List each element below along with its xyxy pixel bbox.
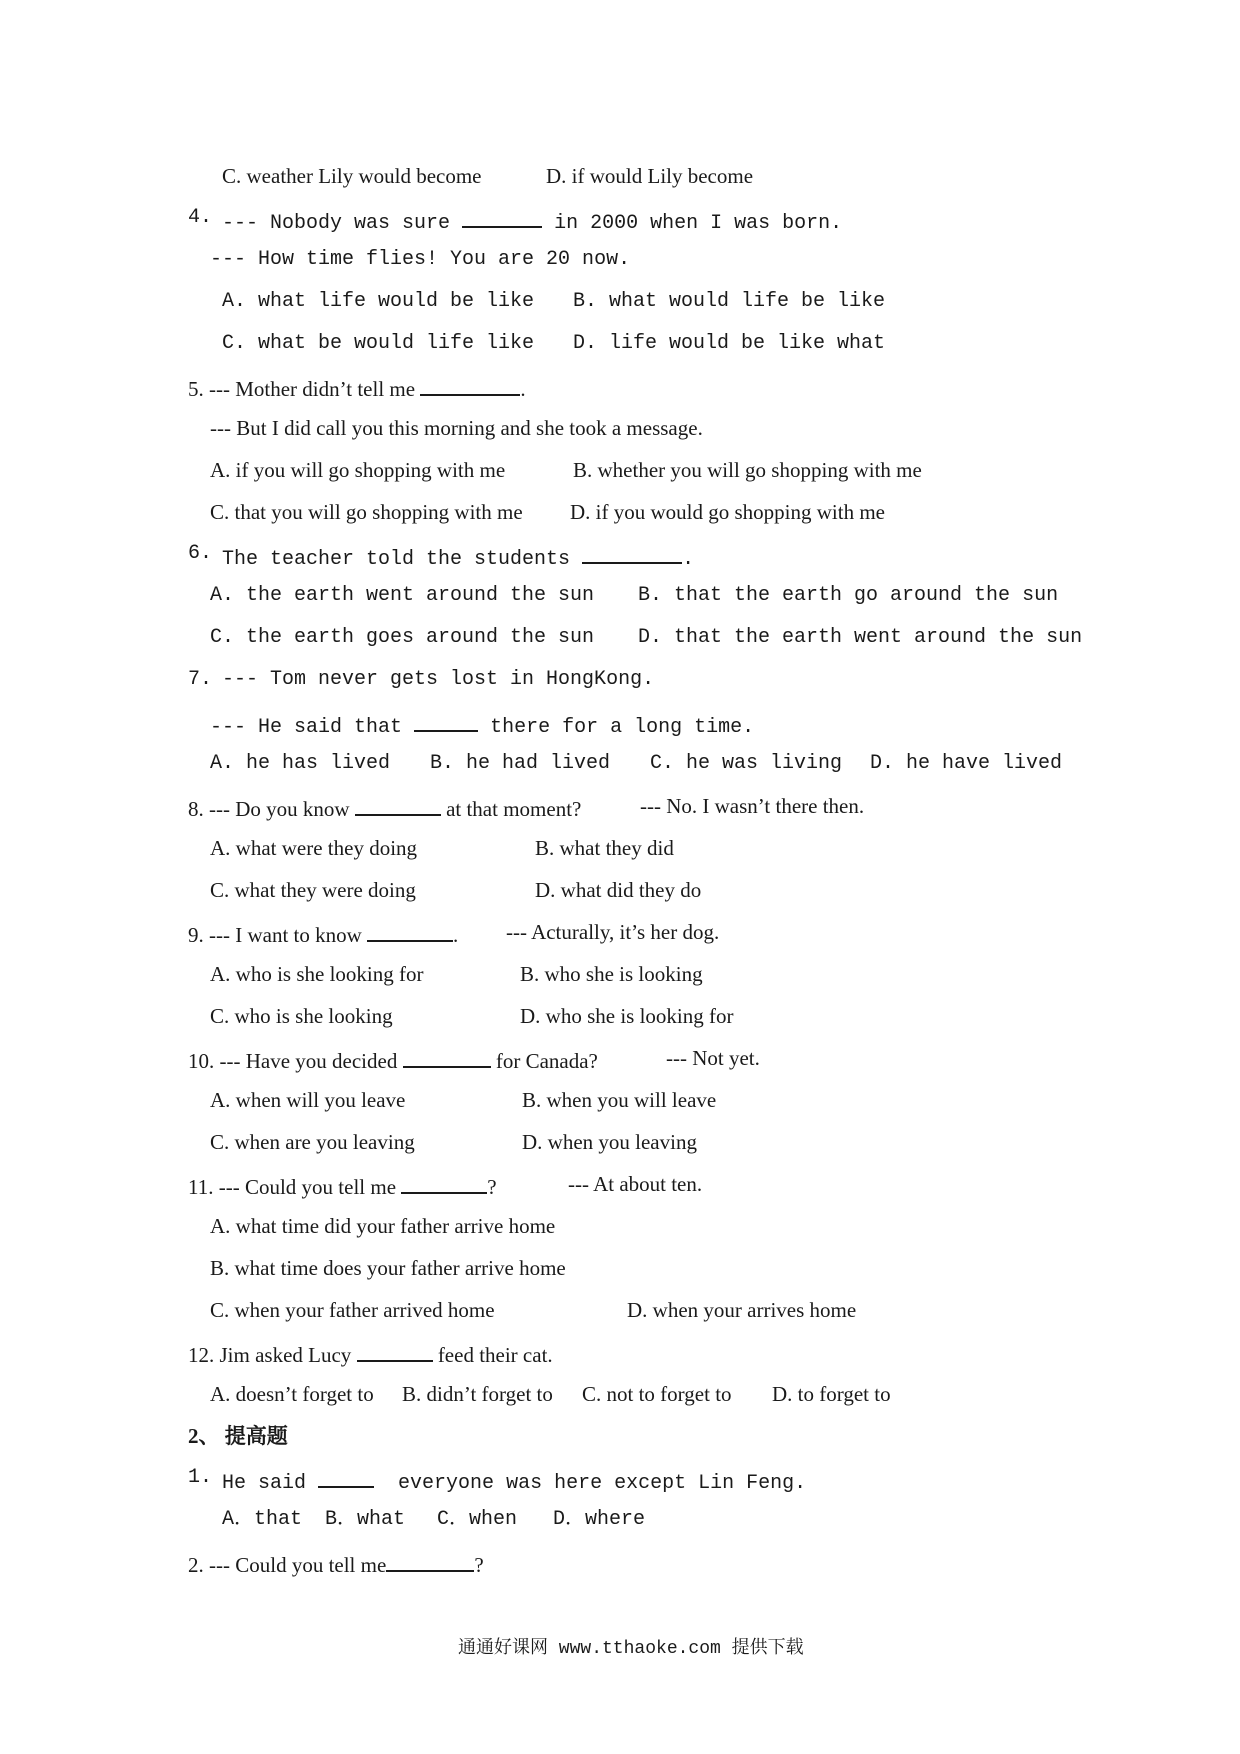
s2-q1-option-b: B．what bbox=[325, 1508, 406, 1531]
q4-option-b: B. what would life be like bbox=[573, 290, 886, 313]
answer-blank bbox=[462, 208, 542, 228]
q10-option-a: A. when will you leave bbox=[210, 1088, 406, 1112]
s2-q1-number: 1. bbox=[188, 1466, 213, 1489]
q10-option-c: C. when are you leaving bbox=[210, 1130, 415, 1154]
q8-option-b: B. what they did bbox=[535, 836, 674, 860]
q7-option-a: A. he has lived bbox=[210, 752, 391, 775]
q7-number: 7. bbox=[188, 668, 213, 691]
q12-option-c: C. not to forget to bbox=[582, 1382, 732, 1406]
q8-prompt: 8. --- Do you know at that moment? bbox=[188, 797, 582, 821]
q11-reply: --- At about ten. bbox=[568, 1172, 703, 1196]
q5-reply: --- But I did call you this morning and she took a message. bbox=[210, 416, 703, 440]
q10-reply: --- Not yet. bbox=[666, 1046, 760, 1070]
answer-blank bbox=[386, 1552, 474, 1572]
answer-blank bbox=[318, 1468, 374, 1488]
q4-option-a: A. what life would be like bbox=[222, 290, 535, 313]
q8-option-c: C. what they were doing bbox=[210, 878, 416, 902]
q10-option-b: B. when you will leave bbox=[522, 1088, 717, 1112]
q11-option-b: B. what time does your father arrive home bbox=[210, 1256, 566, 1280]
q12-option-d: D. to forget to bbox=[772, 1382, 891, 1406]
q6-option-c: C. the earth goes around the sun bbox=[210, 626, 595, 649]
q12-option-b: B. didn’t forget to bbox=[402, 1382, 553, 1406]
q6-option-a: A. the earth went around the sun bbox=[210, 584, 595, 607]
q11-option-c: C. when your father arrived home bbox=[210, 1298, 495, 1322]
q6-option-b: B. that the earth go around the sun bbox=[638, 584, 1059, 607]
q4-number: 4. bbox=[188, 206, 213, 229]
answer-blank bbox=[414, 712, 478, 732]
q9-reply: --- Acturally, it’s her dog. bbox=[506, 920, 720, 944]
q4-option-d: D. life would be like what bbox=[573, 332, 886, 355]
q5-option-d: D. if you would go shopping with me bbox=[570, 500, 885, 524]
q11-option-a: A. what time did your father arrive home bbox=[210, 1214, 556, 1238]
q4-prompt: --- Nobody was sure in 2000 when I was born. bbox=[222, 208, 842, 234]
s2-q2-prompt: 2. --- Could you tell me ? bbox=[188, 1553, 484, 1577]
q9-option-c: C. who is she looking bbox=[210, 1004, 393, 1028]
q8-option-a: A. what were they doing bbox=[210, 836, 418, 860]
q11-option-d: D. when your arrives home bbox=[627, 1298, 857, 1322]
answer-blank bbox=[355, 796, 441, 816]
q10-prompt: 10. --- Have you decided for Canada? bbox=[188, 1049, 598, 1073]
q3-option-d: D. if would Lily become bbox=[546, 164, 754, 188]
answer-blank bbox=[401, 1174, 487, 1194]
q10-option-d: D. when you leaving bbox=[522, 1130, 697, 1154]
q3-option-c: C. weather Lily would become bbox=[222, 164, 482, 188]
s2-q1-option-c: C．when bbox=[437, 1508, 518, 1531]
q5-prompt: 5. --- Mother didn’t tell me . bbox=[188, 377, 526, 401]
q4-option-c: C. what be would life like bbox=[222, 332, 535, 355]
answer-blank bbox=[403, 1048, 491, 1068]
q8-option-d: D. what did they do bbox=[535, 878, 702, 902]
q12-prompt: 12. Jim asked Lucy feed their cat. bbox=[188, 1343, 553, 1367]
q9-option-b: B. who she is looking bbox=[520, 962, 703, 986]
answer-blank bbox=[582, 544, 682, 564]
q6-prompt: The teacher told the students . bbox=[222, 544, 694, 570]
s2-q1-prompt: He said everyone was here except Lin Feng. bbox=[222, 1468, 806, 1494]
page-footer: 通通好课网 www.tthaoke.com 提供下载 bbox=[458, 1639, 804, 1659]
answer-blank bbox=[367, 922, 453, 942]
q12-option-a: A. doesn’t forget to bbox=[210, 1382, 374, 1406]
section-heading: 2、 提高题 bbox=[188, 1424, 288, 1448]
q8-reply: --- No. I wasn’t there then. bbox=[640, 794, 865, 818]
q6-option-d: D. that the earth went around the sun bbox=[638, 626, 1083, 649]
q9-option-a: A. who is she looking for bbox=[210, 962, 424, 986]
q4-reply: --- How time flies! You are 20 now. bbox=[210, 248, 631, 271]
q7-option-d: D. he have lived bbox=[870, 752, 1063, 775]
answer-blank bbox=[357, 1342, 433, 1362]
q5-option-b: B. whether you will go shopping with me bbox=[573, 458, 922, 482]
q7-reply: --- He said that there for a long time. bbox=[210, 712, 754, 738]
q5-option-a: A. if you will go shopping with me bbox=[210, 458, 506, 482]
q7-prompt: --- Tom never gets lost in HongKong. bbox=[222, 668, 655, 691]
q5-option-c: C. that you will go shopping with me bbox=[210, 500, 523, 524]
answer-blank bbox=[420, 376, 520, 396]
q9-option-d: D. who she is looking for bbox=[520, 1004, 734, 1028]
q6-number: 6. bbox=[188, 542, 213, 565]
q9-prompt: 9. --- I want to know . bbox=[188, 923, 459, 947]
q7-option-c: C. he was living bbox=[650, 752, 843, 775]
q11-prompt: 11. --- Could you tell me ? bbox=[188, 1175, 497, 1199]
s2-q1-option-d: D．where bbox=[553, 1508, 646, 1531]
q7-option-b: B. he had lived bbox=[430, 752, 611, 775]
s2-q1-option-a: A．that bbox=[222, 1508, 303, 1531]
